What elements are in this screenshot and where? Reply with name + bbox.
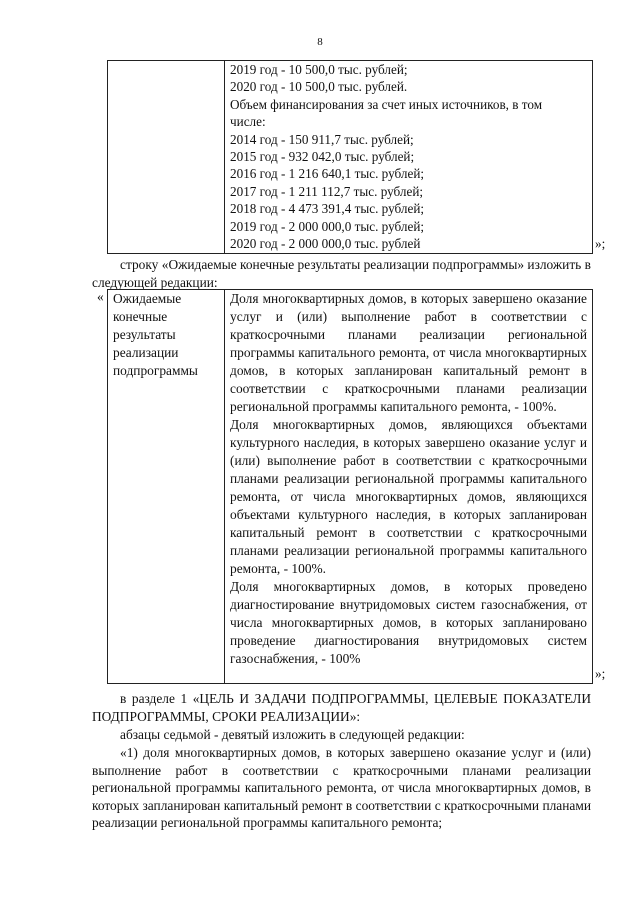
financing-line: 2014 год - 150 911,7 тыс. рублей; [230, 131, 414, 147]
page-number: 8 [317, 36, 323, 48]
results-label-cell [108, 290, 225, 683]
result-paragraph: Доля многоквартирных домов, в которых проведено диагностирование внутридомовых систем газоснабжения, от числа многоквартирных домов, в которых запланировано проведение диагностирования внутридомовых систем газоснабжения, - 100% [230, 579, 587, 666]
financing-line: 2020 год - 2 000 000,0 тыс. рублей [230, 236, 421, 252]
label-line: реализации [113, 345, 179, 360]
amended-paragraph: «1) доля многоквартирных домов, в которых завершено оказание услуг и (или) выполнение работ в соответствии с краткосрочными планами реализации региональной программы капитального ремонта, от числа многоквартирных домов, в которых запланирован капитальный ремонт в соответствии с краткосрочными планами реализации региональной программы капитального ремонта; [92, 745, 591, 831]
financing-line: 2018 год - 4 473 391,4 тыс. рублей; [230, 201, 425, 217]
label-line: подпрограммы [113, 363, 198, 378]
financing-line: 2019 год - 10 500,0 тыс. рублей; [230, 62, 408, 77]
opening-quote: « [97, 289, 104, 304]
closing-quote: »; [595, 666, 606, 681]
financing-line: 2020 год - 10 500,0 тыс. рублей. [230, 79, 408, 95]
label-line: Ожидаемые [113, 291, 182, 306]
label-line: результаты [113, 327, 176, 342]
result-paragraph: Доля многоквартирных домов, являющихся объектами культурного наследия, в которых завершено оказание услуг и (или) выполнение работ в соответствии с краткосрочными планами реализации региональной программы капитального ремонта, от числа многоквартирных домов, являющихся объектами культурного наследия, в которых запланирован капитальный ремонт в соответствии с краткосрочными планами реализации региональной программы капитального ремонта, - 100%. [230, 417, 587, 576]
section-instruction: в разделе 1 «ЦЕЛЬ И ЗАДАЧИ ПОДПРОГРАММЫ, ЦЕЛЕВЫЕ ПОКАЗАТЕЛИ ПОДПРОГРАММЫ, СРОКИ РЕАЛИЗАЦИИ»: [92, 691, 591, 724]
label-line: конечные [113, 309, 168, 324]
table-left-column [108, 61, 225, 253]
financing-line: 2019 год - 2 000 000,0 тыс. рублей; [230, 218, 425, 234]
results-table [107, 289, 593, 684]
financing-line: Объем финансирования за счет иных источников, в том [230, 96, 543, 112]
financing-line: 2015 год - 932 042,0 тыс. рублей; [230, 149, 415, 165]
results-value-cell [225, 290, 592, 683]
instruction-paragraph: строку «Ожидаемые конечные результаты реализации подпрограммы» изложить в следующей редакции: [92, 257, 591, 290]
financing-line: 2017 год - 1 211 112,7 тыс. рублей; [230, 183, 424, 199]
financing-table-fragment [107, 60, 593, 254]
financing-line: числе: [230, 114, 266, 130]
table-right-column [225, 61, 592, 253]
financing-line: 2016 год - 1 216 640,1 тыс. рублей; [230, 166, 425, 182]
closing-quote: »; [595, 236, 606, 251]
result-paragraph: Доля многоквартирных домов, в которых завершено оказание услуг и (или) выполнение работ в соответствии с краткосрочными планами реализации региональной программы капитального ремонта, от числа многоквартирных домов, в которых запланирован капитальный ремонт в соответствии с краткосрочными планами реализации региональной программы капитального ремонта, - 100%. [230, 291, 587, 414]
paragraphs-instruction: абзацы седьмой - девятый изложить в следующей редакции: [120, 727, 465, 742]
